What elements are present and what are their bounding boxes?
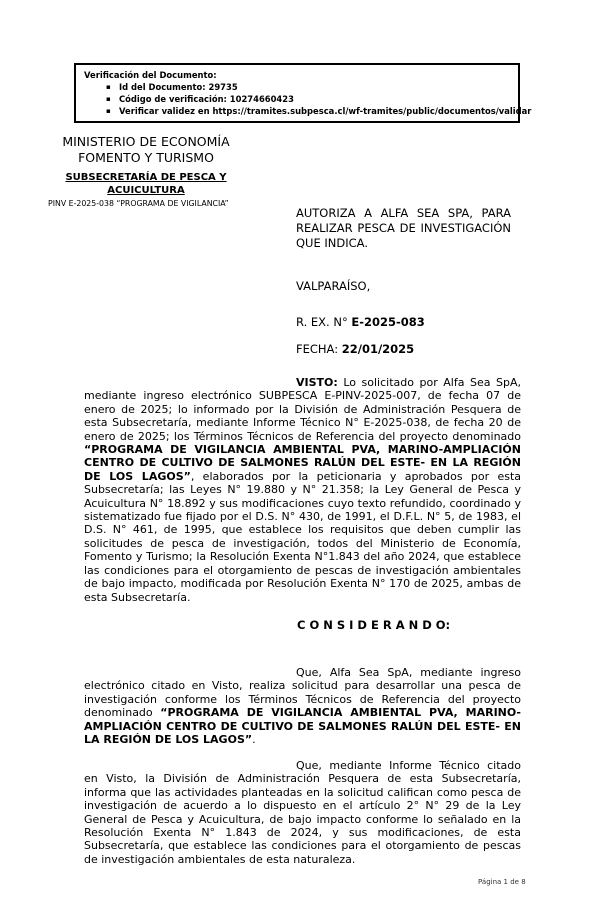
visto-label: VISTO: [296, 376, 338, 389]
resolution-date-label: FECHA: [296, 342, 342, 356]
resolution-subject: AUTORIZA A ALFA SEA SPA, PARA REALIZAR PESCA DE INVESTIGACIÓN QUE INDICA. [296, 206, 511, 251]
resolution-date-value: 22/01/2025 [341, 342, 415, 356]
project-reference: PINV E-2025-038 “PROGRAMA DE VIGILANCIA” [48, 199, 229, 208]
visto-text-2: , elaborados por la peticionaria y aprobados por esta Subsecretaría; las Leyes N° 19.880 y N° 21.358; la Ley General de Pesca y Acuicultura N° 18.892 y sus modificaciones cuyo texto refundido, coordinado y sistematizado fue fijado por el D.S. N° 430, de 1991, el D.F.L. N° 5, de 1983, el D.S. N° 461, de 1995, que establece los requisitos que deben cumplir las solicitudes de pesca de investigación, todos del Ministerio de Economía, Fomento y Turismo; la Resolución Exenta N°1.843 del año 2024, que establece las condiciones para el otorgamiento de pescas de investigación ambientales de bajo impacto, modificada por Resolución Exenta N° 170 de 2025, ambas de esta Subsecretaría. [84, 469, 522, 604]
resolution-number-line [296, 315, 425, 329]
considerando-paragraph-1 [84, 666, 521, 746]
c1-project-title: “PROGRAMA DE VIGILANCIA AMBIENTAL PVA, MARINO-AMPLIACIÓN CENTRO DE CULTIVO DE SALMONES RALÚN DEL ESTE- EN LA REGIÓN DE LOS LAGOS” [84, 706, 521, 747]
c1-text-1: Que, Alfa Sea SpA, mediante ingreso electrónico citado en Visto, realiza solicitud para desarrollar una pesca de investigación conforme los Términos Técnicos de Referencia del proyecto denominado [84, 666, 521, 720]
ministry-name-line2: FOMENTO Y TURISMO [78, 150, 214, 165]
subsecretaria-name-line1: SUBSECRETARÍA DE PESCA Y [65, 172, 227, 183]
verification-box [74, 63, 532, 123]
ministry-name-line1: MINISTERIO DE ECONOMÍA [62, 134, 230, 149]
verification-item-id [84, 81, 514, 93]
verification-item-code [84, 93, 514, 105]
considerando-heading: C O N S I D E R A N D O: [297, 618, 451, 632]
verification-item-url-text: Verificar validez en https://tramites.subpesca.cl/wf-tramites/public/documentos/validar [119, 106, 532, 116]
subsecretaria-name-line2: ACUICULTURA [107, 185, 185, 196]
page-number: Página 1 de 8 [478, 878, 526, 886]
c1-text-2: . [252, 733, 256, 747]
visto-text-1: Lo solicitado por Alfa Sea SpA, mediante ingreso electrónico SUBPESCA E-PINV-2025-007, de fecha 07 de enero de 2025; lo informado por la División de Administración Pesquera de esta Subsecretaría, mediante Informe Técnico N° E-2025-038, de fecha 20 de enero de 2025; los Términos Técnicos de Referencia del proyecto denominado [84, 376, 521, 443]
resolution-number-value: E-2025-083 [351, 315, 425, 329]
resolution-number-label: R. EX. N° [296, 315, 352, 329]
resolution-date-line [296, 342, 414, 356]
verification-item-url [84, 105, 532, 117]
c2-text-1: Que, mediante Informe Técnico citado en Visto, la División de Administración Pesquera de esta Subsecretaría, informa que las actividades planteadas en la solicitud califican como pesca de investigación de acuerdo a lo dispuesto en el artículo 2° N° 29 de la Ley General de Pesca y Acuicultura, de bajo impacto conforme lo señalado en la Resolución Exenta N° 1.843 de 2024, y sus modificaciones, de esta Subsecretaría, que establece las condiciones para el otorgamiento de pescas de investigación ambientales de esta naturaleza. [84, 759, 521, 866]
letterhead [31, 134, 261, 197]
considerando-paragraph-2 [84, 759, 521, 866]
verification-item-code-text: Código de verificación: 10274660423 [119, 94, 294, 104]
verification-title: Verificación del Documento: [84, 70, 217, 80]
bullet-icon: ▪ [106, 95, 111, 103]
visto-paragraph [84, 376, 521, 604]
bullet-icon: ▪ [106, 83, 111, 91]
verification-item-id-text: Id del Documento: 29735 [119, 82, 238, 92]
city-line: VALPARAÍSO, [296, 279, 371, 293]
visto-project-title: “PROGRAMA DE VIGILANCIA AMBIENTAL PVA, MARINO-AMPLIACIÓN CENTRO DE CULTIVO DE SALMONES RALÚN DEL ESTE- EN LA REGIÓN DE LOS LAGOS” [84, 443, 521, 483]
bullet-icon: ▪ [106, 107, 111, 115]
